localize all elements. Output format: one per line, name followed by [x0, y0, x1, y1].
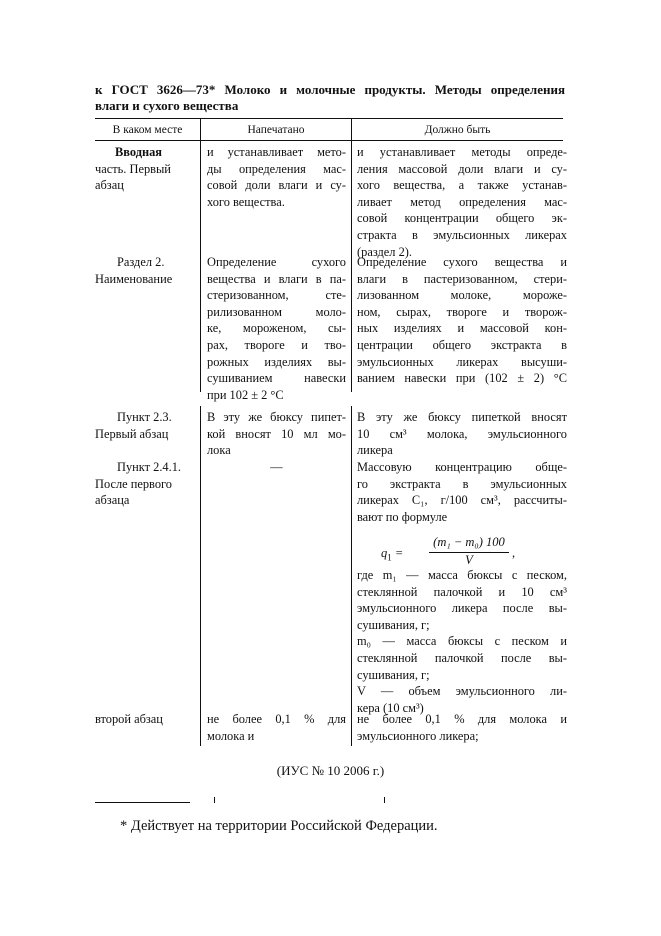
row2-printed-line: стеризованном, сте- — [207, 288, 346, 303]
row5-should-line: не более 0,1 % для молока и — [357, 712, 567, 726]
row3-should-line: ликера — [357, 443, 393, 458]
row2-printed-line: Определение сухого — [207, 255, 346, 269]
row1-printed — [207, 144, 346, 210]
header-should: Должно быть — [424, 124, 491, 136]
row1-printed-line: совой доли влаги и су- — [207, 178, 346, 193]
row4-printed-dash: — — [270, 460, 283, 474]
header-printed: Напечатано — [247, 124, 305, 136]
row3-printed-line: В эту же бюксу пипет- — [207, 410, 346, 424]
row2-where-line: Раздел 2. — [117, 255, 165, 269]
row2-printed-line: ке, мороженом, сы- — [207, 321, 346, 336]
row4-should-bottom — [357, 567, 567, 716]
row4-should-line: стеклянной палочкой после вы- — [357, 650, 567, 665]
row5-where-line: второй абзац — [95, 712, 163, 726]
title-line-2: влаги и сухого вещества — [95, 98, 239, 113]
row3-should-line: В эту же бюксу пипеткой вносят — [357, 410, 567, 424]
row3-should — [357, 409, 567, 459]
row1-printed-line: хого вещества. — [207, 194, 285, 209]
table-header-rule — [95, 140, 563, 141]
row4-should-line: стеклянной палочкой и 10 см³ — [357, 584, 567, 599]
row2-should-line: эмульсионных ликерах высуши- — [357, 354, 567, 369]
row4-should-line: Массовую концентрацию обще- — [357, 460, 567, 474]
row3-should-line: 10 см³ молока, эмульсионного — [357, 426, 567, 441]
row4-should-line: m₀ — масса бюксы с песком и — [357, 634, 567, 649]
row3-where-line: Первый абзац — [95, 426, 169, 441]
row4-where — [95, 459, 197, 509]
row4-should-line: сушивания, г; — [357, 617, 430, 632]
row1-should-line: (раздел 2). — [357, 244, 412, 259]
row2-should-line: Определение сухого вещества и — [357, 255, 567, 269]
row2-should-line: ном, сырах, твороге и творож- — [357, 304, 567, 319]
row2-should-line: ванием навески при (102 ± 2) °С — [357, 371, 567, 386]
row1-printed-line: и устанавливает мето- — [207, 145, 346, 159]
row4-should-line: эмульсионного ликера после вы- — [357, 601, 567, 616]
row1-should-line: ливает метод определения мас- — [357, 194, 567, 209]
row3-printed-line: кой вносят 10 мл мо- — [207, 426, 346, 441]
row1-should — [357, 144, 567, 260]
row2-should — [357, 254, 567, 387]
footnote: * Действует на территории Российской Федерации. — [120, 818, 438, 834]
footnote-mark — [384, 797, 385, 803]
row4-should-line: сушивания, г; — [357, 667, 430, 682]
row4-printed — [207, 459, 346, 476]
formula-lhs: $q_1$ = — [381, 546, 404, 563]
column-divider-1b — [200, 406, 201, 746]
footnote-rule — [95, 802, 190, 803]
row2-printed-line: рах, твороге и тво- — [207, 337, 346, 352]
row1-where-line: часть. Первый — [95, 161, 171, 176]
row2-where — [95, 254, 197, 287]
row3-where — [95, 409, 197, 442]
row5-printed-line: молока и — [207, 728, 255, 743]
row5-should-line: эмульсионного ликера; — [357, 728, 479, 743]
row1-printed-line: ды определения мас- — [207, 161, 346, 176]
column-divider-1a — [200, 140, 201, 392]
formula-q1 — [357, 535, 567, 571]
row4-should-line: го экстракта в эмульсионных — [357, 476, 567, 491]
row1-should-line: и устанавливает методы опреде- — [357, 145, 567, 159]
row4-should-line: V — объем эмульсионного ли- — [357, 684, 567, 699]
column-divider-2a — [351, 140, 352, 392]
row2-printed-line: сушиванием навески — [207, 371, 346, 386]
header-where: В каком месте — [112, 124, 183, 136]
row4-should-line: кера (10 см³) — [357, 700, 424, 715]
row1-where-line: Вводная — [115, 145, 163, 159]
row2-printed-line: при 102 ± 2 °С — [207, 387, 284, 402]
title-line-1: к ГОСТ 3626—73* Молоко и молочные продукты. Методы определения — [95, 82, 565, 97]
row4-should-top — [357, 459, 567, 525]
row5-printed — [207, 711, 346, 744]
row2-printed-line: рожных изделиях вы- — [207, 354, 346, 369]
row3-where-line: Пункт 2.3. — [117, 410, 172, 424]
row2-printed — [207, 254, 346, 403]
row5-printed-line: не более 0,1 % для — [207, 712, 346, 726]
row5-should — [357, 711, 567, 744]
row1-should-line: стракта в эмульсионных ликерах — [357, 227, 567, 242]
column-divider-2b — [351, 406, 352, 746]
row1-where — [95, 144, 197, 194]
row4-where-line: абзаца — [95, 493, 130, 508]
row2-should-line: влаги в пастеризованном, стери- — [357, 271, 567, 286]
row2-should-line: лизованном молоке, мороже- — [357, 288, 567, 303]
document-title — [95, 82, 565, 114]
row5-where — [95, 711, 197, 728]
row3-printed-line: лока — [207, 443, 231, 458]
table-top-rule — [95, 118, 563, 119]
formula-numerator: (m₁ − m₀) 100 — [433, 535, 505, 549]
row1-should-line: хого вещества, а также устанав- — [357, 178, 567, 193]
ius-reference: (ИУС № 10 2006 г.) — [276, 763, 385, 778]
row4-should-line: вают по формуле — [357, 509, 448, 524]
row2-should-line: ных изделиях и массовой кон- — [357, 321, 567, 336]
row1-should-line: ления массовой доли влаги и су- — [357, 161, 567, 176]
row2-printed-line: рилизованном моло- — [207, 304, 346, 319]
row4-should-line: где m₁ — масса бюксы с песком, — [357, 568, 567, 582]
row2-printed-line: вещества и влаги в па- — [207, 271, 346, 286]
formula-denominator: V — [465, 553, 473, 567]
row4-where-line: Пункт 2.4.1. — [117, 460, 182, 474]
row3-printed — [207, 409, 346, 459]
footnote-mark — [214, 797, 215, 803]
row2-where-line: Наименование — [95, 271, 173, 286]
row2-should-line: центрации общего экстракта в — [357, 337, 567, 352]
formula-tail: , — [512, 546, 516, 560]
row4-where-line: После первого — [95, 476, 172, 491]
row4-should-line: ликерах C₁, г/100 см³, рассчиты- — [357, 493, 567, 508]
row1-where-line: абзац — [95, 178, 124, 193]
row1-should-line: совой концентрации общего эк- — [357, 211, 567, 226]
